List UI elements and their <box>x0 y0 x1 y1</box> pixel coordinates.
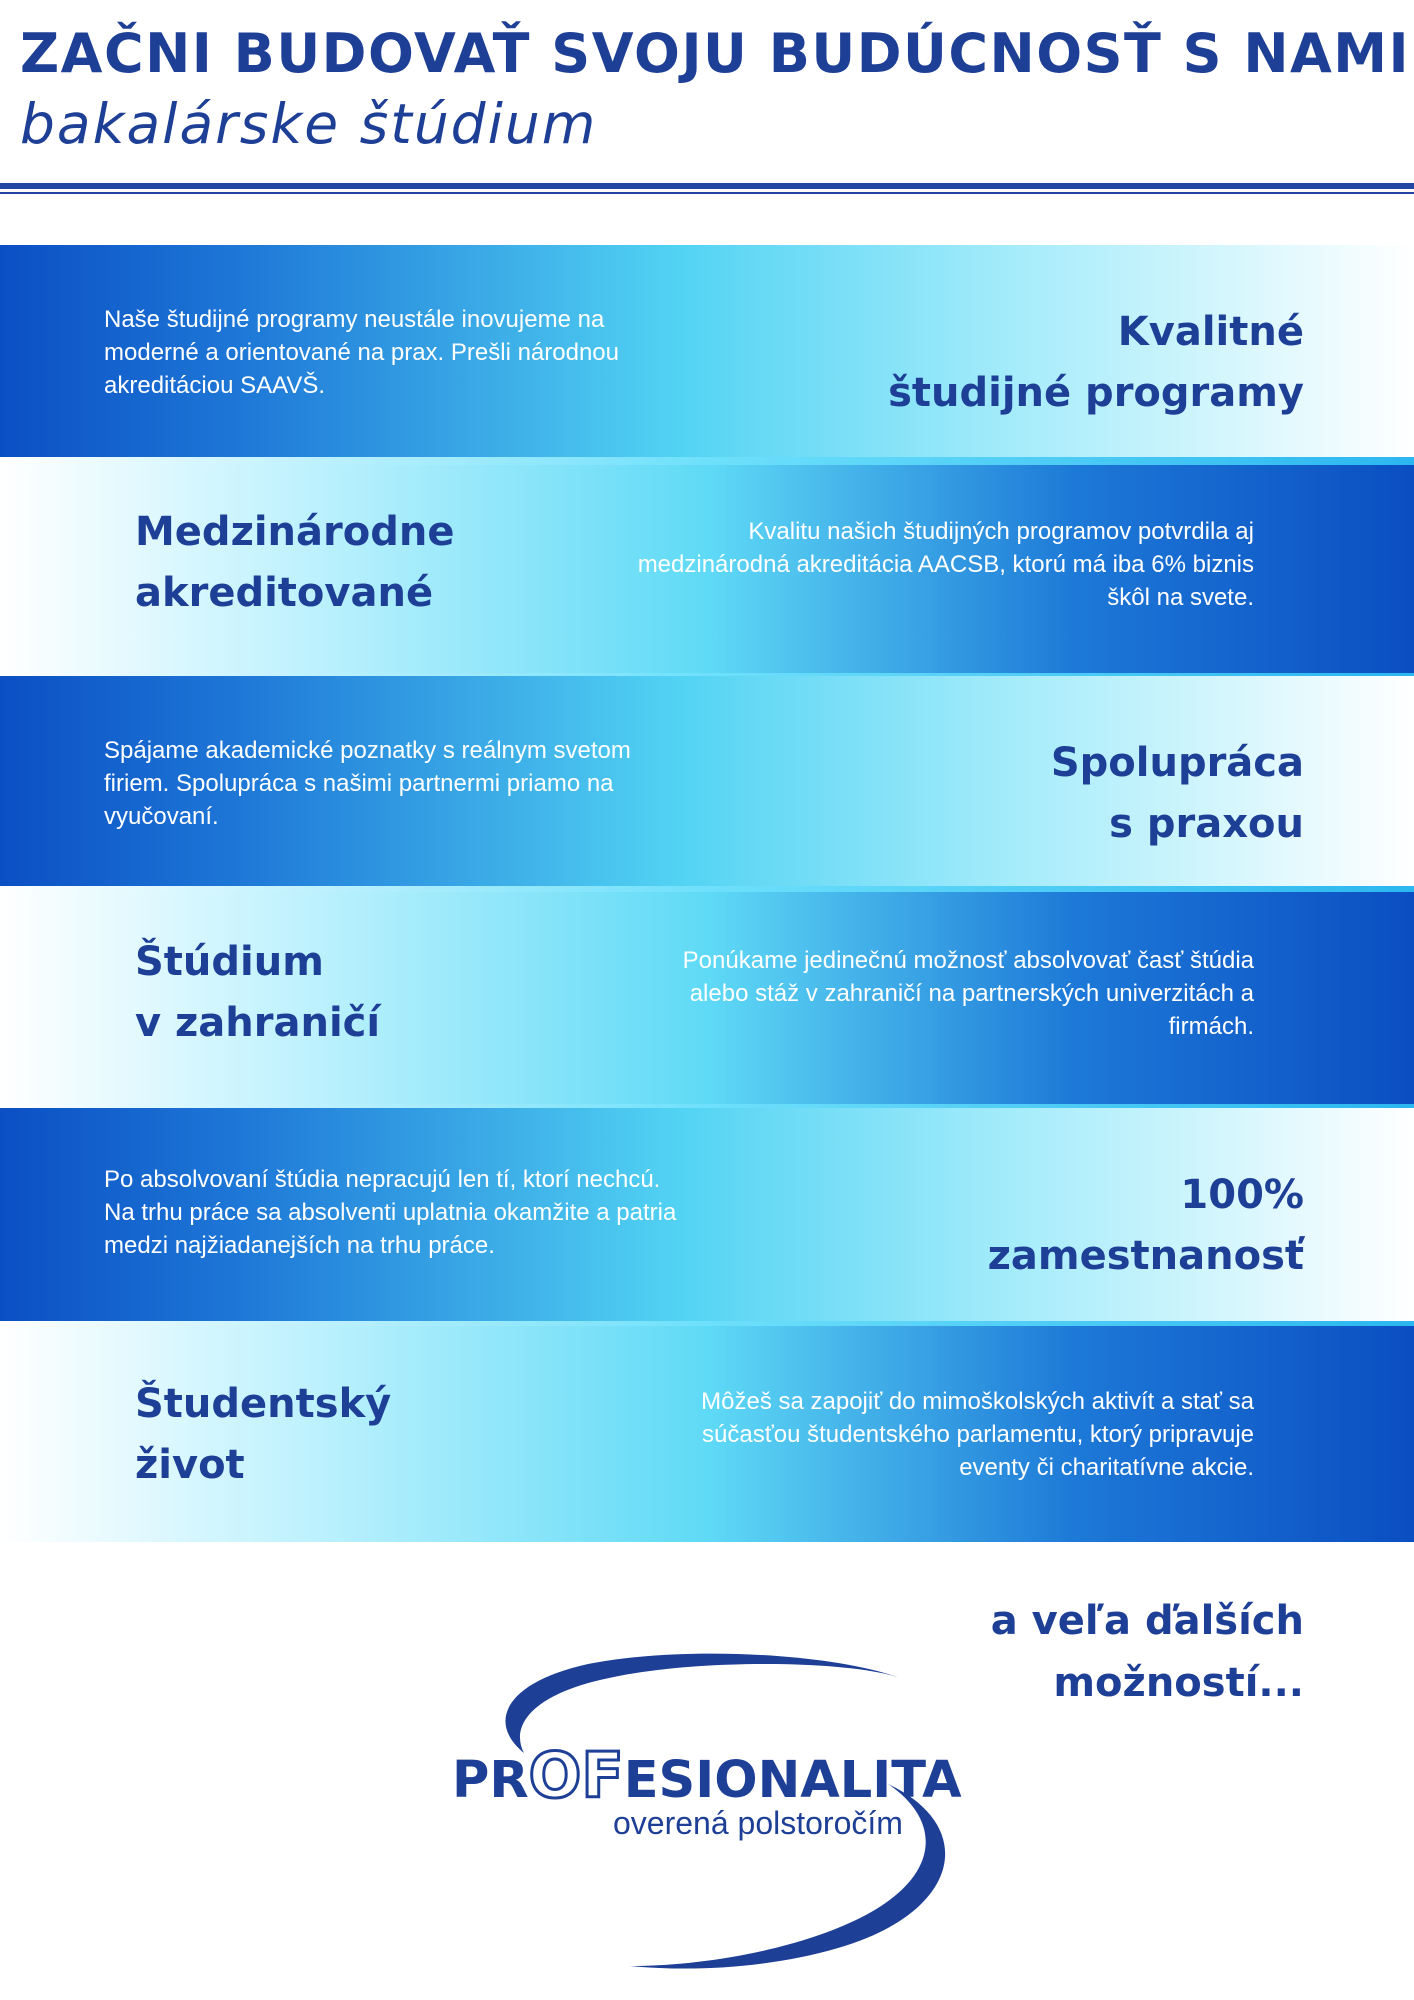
header-divider <box>0 183 1414 189</box>
feature-band-practice-cooperation <box>0 676 1414 892</box>
feature-band-international-accreditation <box>0 465 1414 681</box>
feature-heading: 100% zamestnanosť <box>987 1172 1304 1279</box>
page-title: ZAČNI BUDOVAŤ SVOJU BUDÚCNOSŤ S NAMI <box>20 22 1411 85</box>
feature-band-quality-programs <box>0 245 1414 461</box>
feature-heading: Kvalitné študijné programy <box>888 309 1304 416</box>
feature-description: Po absolvovaní štúdia nepracujú len tí, ktorí nechcú. Na trhu práce sa absolventi uplatnia okamžite a patria medzi najžiadanejších na trhu práce. <box>104 1166 677 1259</box>
header-divider-thin <box>0 192 1414 194</box>
logo-word-pre: PR <box>452 1751 529 1810</box>
feature-heading: Študentský život <box>135 1381 392 1488</box>
feature-description: Ponúkame jedinečnú možnosť absolvovať časť štúdia alebo stáž v zahraničí na partnerských univerzitách a firmách. <box>682 947 1254 1040</box>
profesionalita-logo <box>440 1650 1000 1980</box>
feature-heading: Medzinárodne akreditované <box>135 509 455 616</box>
svg-text:PROFESIONALITA <box>452 1739 962 1812</box>
more-options-text: a veľa ďalších možností... <box>990 1598 1304 1706</box>
feature-description: Naše študijné programy neustále inovujeme na moderné a orientované na prax. Prešli národnou akreditáciou SAAVŠ. <box>104 306 619 399</box>
feature-description: Spájame akademické poznatky s reálnym svetom firiem. Spolupráca s našimi partnermi priamo na vyučovaní. <box>104 737 631 830</box>
feature-band-student-life <box>0 1326 1414 1542</box>
page-header <box>0 0 1414 195</box>
logo-word-mid: OF <box>528 1739 624 1812</box>
page-subtitle: bakalárske štúdium <box>20 92 598 156</box>
feature-heading: Spolupráca s praxou <box>1050 740 1304 847</box>
feature-band-employment <box>0 1108 1414 1324</box>
logo-tagline: overená polstoročím <box>613 1805 903 1841</box>
logo-word-post: ESIONALITA <box>623 1751 962 1810</box>
feature-heading: Štúdium v zahraničí <box>135 939 381 1046</box>
feature-description: Môžeš sa zapojiť do mimoškolských aktivít a stať sa súčasťou študentského parlamentu, ktorý pripravuje eventy či charitatívne akcie. <box>701 1388 1254 1481</box>
feature-description: Kvalitu našich študijných programov potvrdila aj medzinárodná akreditácia AACSB, ktorú má iba 6% biznis škôl na svete. <box>637 518 1254 611</box>
feature-band-study-abroad <box>0 892 1414 1108</box>
band-separator <box>0 457 1414 465</box>
